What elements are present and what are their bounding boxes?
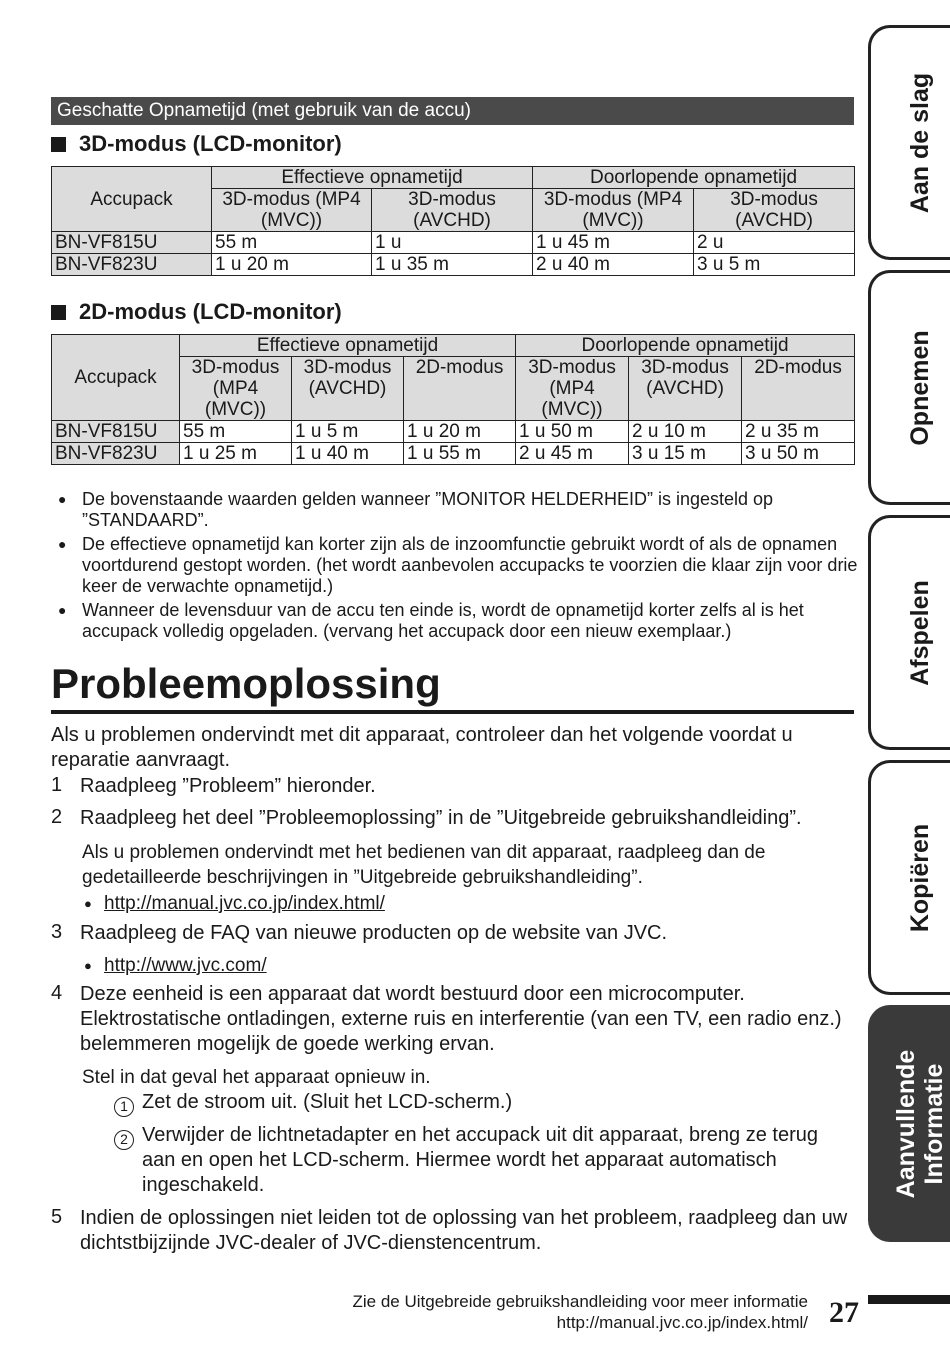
- header-2d: 2D-modus: [404, 357, 516, 421]
- bullet-icon: ●: [58, 491, 67, 507]
- page-number-bar: [868, 1295, 950, 1304]
- tab-aanvullende-informatie[interactable]: [868, 1005, 950, 1242]
- step-number: 1: [51, 774, 63, 796]
- notes-list: [58, 489, 858, 645]
- header-continuous: Doorlopende opnametijd: [533, 167, 855, 189]
- tab-label: Afspelen: [905, 579, 934, 686]
- circled-number-2: 2: [114, 1130, 134, 1150]
- page-number: 27: [829, 1296, 859, 1329]
- step-1-text: Raadpleeg ”Probleem” hieronder.: [80, 775, 376, 797]
- table-cell: 2 u 10 m: [629, 421, 742, 443]
- table-row: [52, 443, 855, 465]
- table-cell: 1 u 25 m: [180, 443, 292, 465]
- intro-text: Als u problemen ondervindt met dit apparaat, controleer dan het volgende voordat u reparatie aanvraagt.: [51, 724, 793, 771]
- row-pack: BN-VF815U: [52, 232, 212, 254]
- note-text: De bovenstaande waarden gelden wanneer ”MONITOR HELDERHEID” is ingesteld op ”STANDAARD”.: [82, 489, 774, 530]
- bullet-icon: ●: [84, 958, 92, 973]
- header-2d: 2D-modus: [742, 357, 855, 421]
- table-cell: 55 m: [212, 232, 372, 254]
- row-pack: BN-VF823U: [52, 254, 212, 276]
- tab-label: Kopiëren: [905, 823, 934, 932]
- header-mvc: 3D-modus (MP4 (MVC)): [212, 189, 372, 232]
- table-2d-recording-time: [51, 334, 855, 465]
- list-item: [84, 891, 385, 916]
- header-avchd: 3D-modus (AVCHD): [629, 357, 742, 421]
- table-cell: 1 u 45 m: [533, 232, 694, 254]
- header-mvc: 3D-modus (MP4 (MVC)): [516, 357, 629, 421]
- step-number: 3: [51, 921, 63, 943]
- row-pack: BN-VF823U: [52, 443, 180, 465]
- table-cell: 2 u 35 m: [742, 421, 855, 443]
- table-cell: 1 u 50 m: [516, 421, 629, 443]
- table-cell: 2 u 45 m: [516, 443, 629, 465]
- tab-kopieren[interactable]: [868, 760, 950, 995]
- table-row: [52, 232, 855, 254]
- tab-label: Aan de slag: [905, 72, 934, 213]
- table-cell: 55 m: [180, 421, 292, 443]
- subsection-2d-heading: [51, 299, 342, 325]
- header-accupack: Accupack: [52, 335, 180, 421]
- list-item: [58, 534, 858, 597]
- step-5-text: Indien de oplossingen niet leiden tot de oplossing van het probleem, raadpleeg dan uw dichtstbijzijnde JVC-dealer of JVC-dienstencentrum.: [80, 1207, 848, 1254]
- tab-opnemen[interactable]: [868, 270, 950, 505]
- list-item: [58, 600, 858, 642]
- table-cell: 1 u 55 m: [404, 443, 516, 465]
- list-item: [58, 489, 858, 531]
- bullet-icon: ●: [84, 896, 92, 911]
- title-divider: [51, 710, 854, 714]
- tab-label: Aanvullende Informatie: [891, 1049, 948, 1198]
- table-cell: 1 u 20 m: [404, 421, 516, 443]
- table-cell: 3 u 15 m: [629, 443, 742, 465]
- square-bullet-icon: [51, 305, 66, 320]
- bullet-icon: ●: [58, 602, 67, 618]
- header-avchd: 3D-modus (AVCHD): [292, 357, 404, 421]
- table-cell: 3 u 50 m: [742, 443, 855, 465]
- table-cell: 1 u 35 m: [372, 254, 533, 276]
- header-continuous: Doorlopende opnametijd: [516, 335, 855, 357]
- table-row: [52, 421, 855, 443]
- footer-url[interactable]: http://manual.jvc.co.jp/index.html/: [556, 1313, 808, 1332]
- section-header-bar: Geschatte Opnametijd (met gebruik van de accu): [51, 97, 854, 125]
- list-item: [114, 1123, 854, 1198]
- row-pack: BN-VF815U: [52, 421, 180, 443]
- jvc-link[interactable]: http://www.jvc.com/: [104, 955, 267, 976]
- header-avchd: 3D-modus (AVCHD): [694, 189, 855, 232]
- step-4-sub-1: Zet de stroom uit. (Sluit het LCD-scherm.): [142, 1091, 513, 1113]
- header-mvc: 3D-modus (MP4 (MVC)): [533, 189, 694, 232]
- table-cell: 3 u 5 m: [694, 254, 855, 276]
- header-avchd: 3D-modus (AVCHD): [372, 189, 533, 232]
- step-number: 5: [51, 1206, 63, 1228]
- page-title: Probleemoplossing: [51, 660, 441, 707]
- tab-aan-de-slag[interactable]: [868, 25, 950, 260]
- table-3d-recording-time: [51, 166, 855, 276]
- step-4-text: Deze eenheid is een apparaat dat wordt bestuurd door een microcomputer. Elektrostatische ontladingen, externe ruis en interferentie (van een TV, een radio enz.) belemmeren mogelijk de goede werking ervan.: [80, 983, 842, 1055]
- header-effective: Effectieve opnametijd: [180, 335, 516, 357]
- circled-number-1: 1: [114, 1097, 134, 1117]
- note-text: Wanneer de levensduur van de accu ten einde is, wordt de opnametijd korter zelfs al is het accupack volledig opgeladen. (vervang het accupack door een nieuw exemplaar.): [82, 600, 804, 641]
- manual-link[interactable]: http://manual.jvc.co.jp/index.html/: [104, 893, 385, 914]
- table-cell: 1 u 20 m: [212, 254, 372, 276]
- table-row: [52, 254, 855, 276]
- step-number: 4: [51, 982, 63, 1004]
- table-cell: 2 u: [694, 232, 855, 254]
- tab-label: Opnemen: [905, 329, 934, 446]
- subsection-3d-heading: [51, 131, 342, 157]
- note-text: De effectieve opnametijd kan korter zijn als de inzoomfunctie gebruikt wordt of als de opnamen voortdurend gestopt worden. (het wordt aanbevolen accupacks te voorzien die klaar zijn voor drie keer de verwachte opnametijd.): [82, 534, 858, 596]
- list-item: [84, 953, 267, 978]
- step-4-sub-2: Verwijder de lichtnetadapter en het accupack uit dit apparaat, breng ze terug aan en open het LCD-scherm. Hiermee wordt het apparaat automatisch ingeschakeld.: [142, 1124, 818, 1196]
- step-2-text: Raadpleeg het deel ”Probleemoplossing” in de ”Uitgebreide gebruikshandleiding”.: [80, 807, 802, 829]
- table-cell: 1 u 40 m: [292, 443, 404, 465]
- subsection-2d-title: 2D-modus (LCD-monitor): [79, 299, 342, 324]
- table-cell: 1 u: [372, 232, 533, 254]
- step-2-detail: Als u problemen ondervindt met het bedienen van dit apparaat, raadpleeg dan de gedetailleerde beschrijvingen in ”Uitgebreide gebruikshandleiding”.: [82, 842, 766, 888]
- step-3-text: Raadpleeg de FAQ van nieuwe producten op de website van JVC.: [80, 922, 668, 944]
- table-cell: 2 u 40 m: [533, 254, 694, 276]
- tab-afspelen[interactable]: [868, 515, 950, 750]
- header-accupack: Accupack: [52, 167, 212, 232]
- list-item: [114, 1090, 854, 1118]
- step-number: 2: [51, 806, 63, 828]
- step-4-detail: Stel in dat geval het apparaat opnieuw in.: [82, 1067, 431, 1088]
- table-cell: 1 u 5 m: [292, 421, 404, 443]
- header-effective: Effectieve opnametijd: [212, 167, 533, 189]
- footer-note: Zie de Uitgebreide gebruikshandleiding voor meer informatie: [352, 1292, 808, 1311]
- bullet-icon: ●: [58, 536, 67, 552]
- subsection-3d-title: 3D-modus (LCD-monitor): [79, 131, 342, 156]
- header-mvc: 3D-modus (MP4 (MVC)): [180, 357, 292, 421]
- square-bullet-icon: [51, 137, 66, 152]
